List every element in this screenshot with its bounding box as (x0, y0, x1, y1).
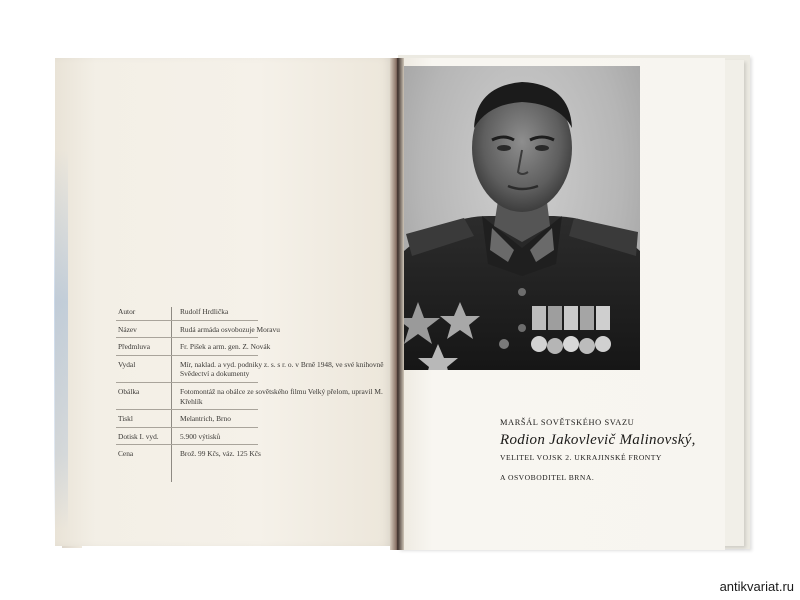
cover-edge-tint (54, 150, 68, 530)
imprint-row (116, 449, 386, 459)
imprint-row (116, 325, 386, 335)
imprint-row (116, 307, 386, 317)
imprint-row (116, 432, 386, 442)
imprint-key: Předmluva (118, 342, 151, 352)
imprint-separator (116, 355, 258, 356)
imprint-value: Rudá armáda osvobozuje Moravu (180, 324, 280, 334)
site-watermark: antikvariat.ru (719, 579, 794, 594)
imprint-value: Fotomontáž na obálce ze sovětského filmu Velký přelom, upravil M. Křehlík (180, 386, 383, 406)
imprint-value: Brož. 99 Kčs, váz. 125 Kčs (180, 449, 261, 459)
imprint-key: Název (118, 324, 137, 334)
imprint-separator (116, 427, 258, 428)
imprint-value: Mír, naklad. a vyd. podniky z. s. s r. o. v Brně 1948, ve své knihovně Svědectví a dokumenty (180, 359, 384, 379)
imprint-table (116, 307, 386, 459)
imprint-separator (116, 337, 258, 338)
imprint-value: Fr. Pišek a arm. gen. Z. Novák (180, 342, 271, 352)
imprint-row (116, 342, 386, 352)
imprint-separator (116, 444, 258, 445)
caption-rank: MARŠÁL SOVĚTSKÉHO SVAZU (500, 418, 635, 427)
imprint-key: Obálka (118, 386, 140, 396)
left-page (55, 58, 395, 546)
imprint-key: Vydal (118, 359, 136, 369)
caption-name: Rodion Jakovlevič Malinovský, (500, 432, 696, 448)
imprint-row (116, 414, 386, 424)
caption-role: VELITEL VOJSK 2. UKRAJINSKÉ FRONTY (500, 453, 662, 462)
imprint-value: Rudolf Hrdlička (180, 307, 229, 316)
imprint-separator (116, 382, 258, 383)
portrait-caption (500, 418, 740, 482)
imprint-separator (116, 320, 258, 321)
caption-role-continued: A OSVOBODITEL BRNA. (500, 473, 595, 482)
portrait-photo (404, 66, 640, 370)
imprint-row (116, 360, 386, 379)
imprint-key: Cena (118, 449, 134, 459)
imprint-key: Autor (118, 307, 136, 316)
imprint-row (116, 387, 386, 406)
imprint-value: 5.900 výtisků (180, 431, 221, 441)
imprint-key: Dotisk I. vyd. (118, 431, 159, 441)
imprint-separator (116, 409, 258, 410)
imprint-value: Melantrich, Brno (180, 414, 231, 424)
imprint-key: Tiskl (118, 414, 133, 424)
book-spine (390, 58, 404, 550)
portrait-illustration (404, 66, 640, 370)
